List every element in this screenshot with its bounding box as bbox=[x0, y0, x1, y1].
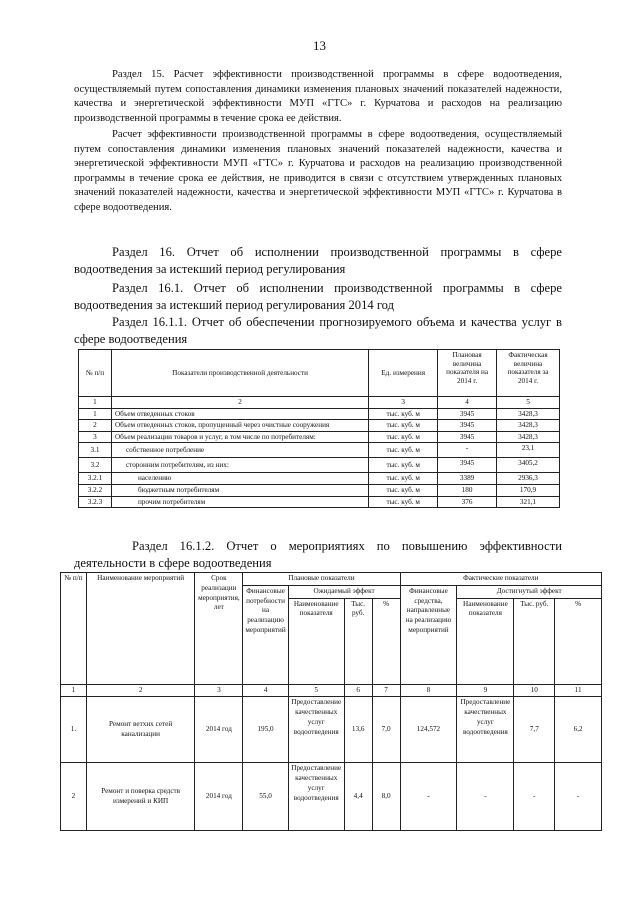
t1-colnum: 1 bbox=[79, 397, 112, 409]
t2-colnum: 1 bbox=[61, 684, 87, 697]
row-indicator: бюджетным потребителям bbox=[111, 484, 368, 496]
row-fact-fin: - bbox=[400, 763, 457, 831]
row-achieved-rub: 7,7 bbox=[514, 697, 555, 763]
t2-colnum: 3 bbox=[195, 684, 243, 697]
row-fact: 170,9 bbox=[497, 484, 560, 496]
row-fact: 321,1 bbox=[497, 496, 560, 508]
row-plan: 3945 bbox=[438, 420, 497, 432]
t1-header-indicator: Показатели производственной деятельности bbox=[111, 350, 368, 397]
table-row bbox=[61, 763, 602, 831]
t1-colnum: 4 bbox=[438, 397, 497, 409]
row-achieved-pct: - bbox=[555, 763, 602, 831]
row-term: 2014 год bbox=[195, 763, 243, 831]
table-row bbox=[79, 408, 560, 420]
row-achieved-name: Предоставление качественных услуг водоотведения bbox=[457, 697, 514, 763]
row-expected-rub: 4,4 bbox=[344, 763, 372, 831]
t2-header-rub-fact: Тыс. руб. bbox=[514, 598, 555, 684]
t2-colnum: 6 bbox=[344, 684, 372, 697]
t2-header-pct-plan: % bbox=[372, 598, 400, 684]
t1-colnum: 2 bbox=[111, 397, 368, 409]
t2-header-expected: Ожидаемый эффект bbox=[288, 585, 400, 598]
row-achieved-rub: - bbox=[514, 763, 555, 831]
row-unit: тыс. куб. м bbox=[369, 458, 438, 473]
row-plan: 376 bbox=[438, 496, 497, 508]
row-num: 3.2 bbox=[79, 458, 112, 473]
row-plan: 3945 bbox=[438, 458, 497, 473]
row-expected-pct: 8,0 bbox=[372, 763, 400, 831]
row-fact-fin: 124,572 bbox=[400, 697, 457, 763]
row-term: 2014 год bbox=[195, 697, 243, 763]
t1-colnum: 5 bbox=[497, 397, 560, 409]
row-indicator: населению bbox=[111, 473, 368, 485]
t2-colnum: 2 bbox=[86, 684, 195, 697]
section16-1-2-heading: Раздел 16.1.2. Отчет о мероприятиях по повышению эффективности деятельности в сфере водоотведения bbox=[74, 539, 562, 570]
row-indicator: сторонним потребителям, из них: bbox=[111, 458, 368, 473]
t2-header-pct-fact: % bbox=[555, 598, 602, 684]
table-row bbox=[79, 443, 560, 458]
t2-header-fact-fin: Финансовые средства, направленные на реализацию мероприятий bbox=[400, 585, 457, 684]
t2-header-ind-name-fact: Наименование показателя bbox=[457, 598, 514, 684]
t2-header-ind-name-plan: Наименование показателя bbox=[288, 598, 344, 684]
row-fact: 3428,3 bbox=[497, 408, 560, 420]
row-measure-name: Ремонт ветхих сетей канализации bbox=[86, 697, 195, 763]
table-row bbox=[79, 484, 560, 496]
volume-quality-table bbox=[78, 349, 560, 508]
row-num: 3 bbox=[79, 431, 112, 443]
row-plan: 3389 bbox=[438, 473, 497, 485]
row-num: 1. bbox=[61, 697, 87, 763]
t1-header-plan: Плановая величина показателя на 2014 г. bbox=[438, 350, 497, 397]
row-indicator: Объем отведенных стоков, пропущенный через очистные сооружения bbox=[111, 420, 368, 432]
table-row bbox=[61, 697, 602, 763]
row-num: 3.2.3 bbox=[79, 496, 112, 508]
row-expected-rub: 13,6 bbox=[344, 697, 372, 763]
t2-header-fact: Фактические показатели bbox=[400, 573, 602, 586]
t2-colnum: 9 bbox=[457, 684, 514, 697]
t2-header-plan-fin: Финансовые потребности на реализацию мероприятий bbox=[243, 585, 288, 684]
t1-header-fact: Фактическая величина показателя за 2014 г. bbox=[497, 350, 560, 397]
t2-colnum: 7 bbox=[372, 684, 400, 697]
row-achieved-pct: 6,2 bbox=[555, 697, 602, 763]
t2-header-num: № п/п bbox=[61, 573, 87, 685]
t2-colnum: 5 bbox=[288, 684, 344, 697]
row-expected-name: Предоставление качественных услуг водоотведения bbox=[288, 763, 344, 831]
table-row bbox=[79, 496, 560, 508]
t2-colnum: 4 bbox=[243, 684, 288, 697]
row-unit: тыс. куб. м bbox=[369, 496, 438, 508]
table-row bbox=[79, 431, 560, 443]
t2-header-term: Срок реализации мероприятия, лет bbox=[195, 573, 243, 685]
table-row bbox=[79, 473, 560, 485]
row-expected-pct: 7,0 bbox=[372, 697, 400, 763]
section16-1-heading: Раздел 16.1. Отчет об исполнении производственной программы в сфере водоотведения за истекший период регулирования 2014 год bbox=[74, 281, 562, 312]
t2-colnum: 10 bbox=[514, 684, 555, 697]
row-num: 2 bbox=[79, 420, 112, 432]
section15-heading-paragraph: Раздел 15. Расчет эффективности производственной программы в сфере водоотведения, осуществляемый путем сопоставления динамики изменения плановых значений показателей надежности, качества и энергетической эффективности МУП «ГТС» г. Курчатова и расходов на реализацию производственной программы в течение срока ее действия. bbox=[74, 69, 562, 124]
section16-1-1-heading: Раздел 16.1.1. Отчет об обеспечении прогнозируемого объема и качества услуг в сфере водоотведения bbox=[74, 315, 562, 346]
row-fact: 3405,2 bbox=[497, 458, 560, 473]
row-plan-fin: 195,0 bbox=[243, 697, 288, 763]
row-fact: 23,1 bbox=[497, 443, 560, 458]
row-achieved-name: - bbox=[457, 763, 514, 831]
row-indicator: Объем отведенных стоков bbox=[111, 408, 368, 420]
row-indicator: прочим потребителям bbox=[111, 496, 368, 508]
row-fact: 2936,3 bbox=[497, 473, 560, 485]
section16-heading: Раздел 16. Отчет об исполнении производственной программы в сфере водоотведения за истекший период регулирования bbox=[74, 245, 562, 276]
t1-header-num: № п/п bbox=[79, 350, 112, 397]
t2-header-rub-plan: Тыс. руб. bbox=[344, 598, 372, 684]
row-unit: тыс. куб. м bbox=[369, 431, 438, 443]
table-row bbox=[79, 458, 560, 473]
row-fact: 3428,3 bbox=[497, 431, 560, 443]
t2-colnum: 8 bbox=[400, 684, 457, 697]
row-unit: тыс. куб. м bbox=[369, 484, 438, 496]
row-indicator: собственное потребление bbox=[111, 443, 368, 458]
row-num: 2 bbox=[61, 763, 87, 831]
t1-header-unit: Ед. измерения bbox=[369, 350, 438, 397]
row-plan: 180 bbox=[438, 484, 497, 496]
row-fact: 3428,3 bbox=[497, 420, 560, 432]
page-number: 13 bbox=[313, 38, 326, 53]
row-num: 3.2.1 bbox=[79, 473, 112, 485]
row-num: 3.2.2 bbox=[79, 484, 112, 496]
t1-colnum: 3 bbox=[369, 397, 438, 409]
row-indicator: Объем реализации товаров и услуг, в том числе по потребителям: bbox=[111, 431, 368, 443]
t2-header-achieved: Достигнутый эффект bbox=[457, 585, 602, 598]
row-plan: 3945 bbox=[438, 408, 497, 420]
row-num: 1 bbox=[79, 408, 112, 420]
t2-header-name: Наименование мероприятий bbox=[86, 573, 195, 685]
t2-header-plan: Плановые показатели bbox=[243, 573, 400, 586]
row-unit: тыс. куб. м bbox=[369, 443, 438, 458]
efficiency-measures-table bbox=[60, 572, 602, 831]
row-num: 3.1 bbox=[79, 443, 112, 458]
t2-colnum: 11 bbox=[555, 684, 602, 697]
section15-body-paragraph: Расчет эффективности производственной программы в сфере водоотведения, осуществляемый путем сопоставления динамики изменения плановых значений показателей надежности, качества и энергетической эффективности МУП «ГТС» г. Курчатова и расходов на реализацию производственной программы в течение срока ее действия, не приводится в связи с отсутствием утвержденных плановых значений показателей надежности, качества и энергетической эффективности МУП «ГТС» г. Курчатова в сфере водоотведения. bbox=[74, 129, 562, 213]
row-unit: тыс. куб. м bbox=[369, 408, 438, 420]
row-plan-fin: 55,0 bbox=[243, 763, 288, 831]
row-measure-name: Ремонт и поверка средств измерений и КИП bbox=[86, 763, 195, 831]
row-plan: 3945 bbox=[438, 431, 497, 443]
row-expected-name: Предоставление качественных услуг водоотведения bbox=[288, 697, 344, 763]
row-unit: тыс. куб. м bbox=[369, 420, 438, 432]
row-unit: тыс. куб. м bbox=[369, 473, 438, 485]
table-row bbox=[79, 420, 560, 432]
row-plan: - bbox=[438, 443, 497, 458]
